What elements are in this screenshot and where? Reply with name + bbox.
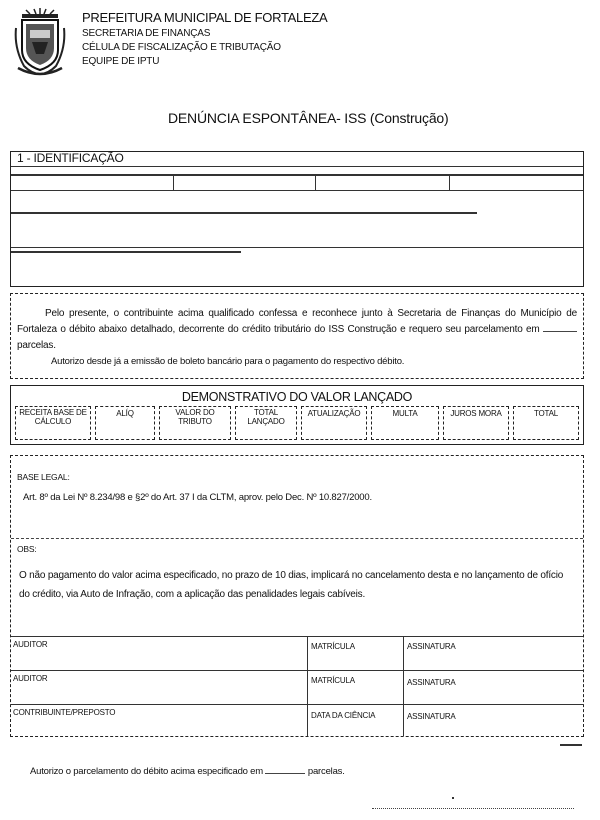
signature-row-1-role: AUDITOR <box>13 640 48 649</box>
col-juros <box>443 406 509 440</box>
demonstrativo-table <box>15 406 581 440</box>
col-aliq <box>95 406 155 440</box>
signature-row-1-registration: MATRÍCULA <box>311 642 355 651</box>
signature-row-2-role: AUDITOR <box>13 674 48 683</box>
signature-row-3-signature: ASSINATURA <box>407 712 456 721</box>
header-line-4: EQUIPE DE IPTU <box>82 56 160 67</box>
divider <box>173 174 174 190</box>
divider <box>449 174 450 190</box>
header-line-1: PREFEITURA MUNICIPAL DE FORTALEZA <box>82 10 328 25</box>
col-header: ATUALIZAÇÃO <box>307 409 361 418</box>
col-header: ALÍQ <box>116 409 134 418</box>
col-header: TOTAL <box>533 409 559 418</box>
mark-dot <box>452 797 454 799</box>
divider <box>11 174 583 176</box>
signature-row-3-role: CONTRIBUINTE/PREPOSTO <box>13 708 116 717</box>
divider <box>11 251 241 253</box>
demonstrativo-box <box>10 385 584 445</box>
divider <box>11 166 583 167</box>
installments-field[interactable] <box>543 322 577 332</box>
divider <box>11 670 583 671</box>
demonstrativo-heading: DEMONSTRATIVO DO VALOR LANÇADO <box>181 390 413 404</box>
header-line-2: SECRETARIA DE FINANÇAS <box>82 28 211 39</box>
col-total <box>513 406 579 440</box>
document-title: DENÚNCIA ESPONTÂNEA- ISS (Construção) <box>168 110 449 126</box>
legal-box <box>10 455 584 737</box>
declaration-box <box>10 293 584 379</box>
obs-text: O não pagamento do valor acima especificado, no prazo de 10 dias, implicará no cancelamento desta e no lançamento de ofício do crédito, via Auto de Infração, com a aplicação das penalidades legais cabíveis. <box>19 570 564 600</box>
divider <box>11 212 477 214</box>
col-multa <box>371 406 439 440</box>
obs-label: OBS: <box>17 544 37 554</box>
footer-text: Autorizo o parcelamento do débito acima especificado em <box>30 766 263 777</box>
signature-row-3-date: DATA DA CIÊNCIA <box>311 711 376 720</box>
signature-row-2-registration: MATRÍCULA <box>311 676 355 685</box>
col-valor <box>159 406 231 440</box>
identification-section <box>10 151 584 287</box>
signature-row-1-signature: ASSINATURA <box>407 642 456 651</box>
footer-installments-field[interactable] <box>265 764 305 774</box>
divider <box>11 190 583 191</box>
coat-of-arms-logo <box>14 8 66 78</box>
col-header: VALOR DO TRIBUTO <box>175 408 215 426</box>
declaration-paragraph-2: Autorizo desde já a emissão de boleto bancário para o pagamento do respectivo débito. <box>51 356 405 367</box>
base-legal-text: Art. 8º da Lei Nº 8.234/98 e §2º do Art. 37 I da CLTM, aprov. pelo Dec. Nº 10.827/2000. <box>23 492 372 503</box>
divider <box>11 704 583 705</box>
base-legal-label: BASE LEGAL: <box>17 472 70 482</box>
declaration-paragraph-1: Pelo presente, o contribuinte acima qualificado confessa e reconhece junto à Secretaria de Finanças do Município de Fortaleza o débito abaixo detalhado, decorrente do crédito tributário do ISS Construção e requero seu parcelamento em <box>17 308 577 335</box>
divider <box>11 247 583 248</box>
col-total-lancado <box>235 406 297 440</box>
col-header: RECEITA BASE DE CÁLCULO <box>19 408 87 426</box>
identification-heading: 1 - IDENTIFICAÇÃO <box>17 151 124 165</box>
divider <box>11 538 583 539</box>
col-header: TOTAL LANÇADO <box>247 408 285 426</box>
signatures-table <box>11 636 583 736</box>
declaration-parcelas: parcelas. <box>17 340 56 351</box>
signature-row-2-signature: ASSINATURA <box>407 678 456 687</box>
col-receita <box>15 406 91 440</box>
divider <box>403 636 404 736</box>
divider <box>560 744 582 746</box>
footer-parcelas: parcelas. <box>307 766 345 777</box>
divider <box>307 636 308 736</box>
header-line-3: CÉLULA DE FISCALIZAÇÃO E TRIBUTAÇÃO <box>82 42 281 53</box>
col-header: MULTA <box>392 409 418 418</box>
declaration-text <box>17 306 577 354</box>
col-header: JUROS MORA <box>450 409 502 418</box>
divider <box>11 636 583 637</box>
col-atualizacao <box>301 406 367 440</box>
footer-authorization <box>30 764 345 780</box>
divider <box>315 174 316 190</box>
signature-line[interactable] <box>372 808 574 809</box>
